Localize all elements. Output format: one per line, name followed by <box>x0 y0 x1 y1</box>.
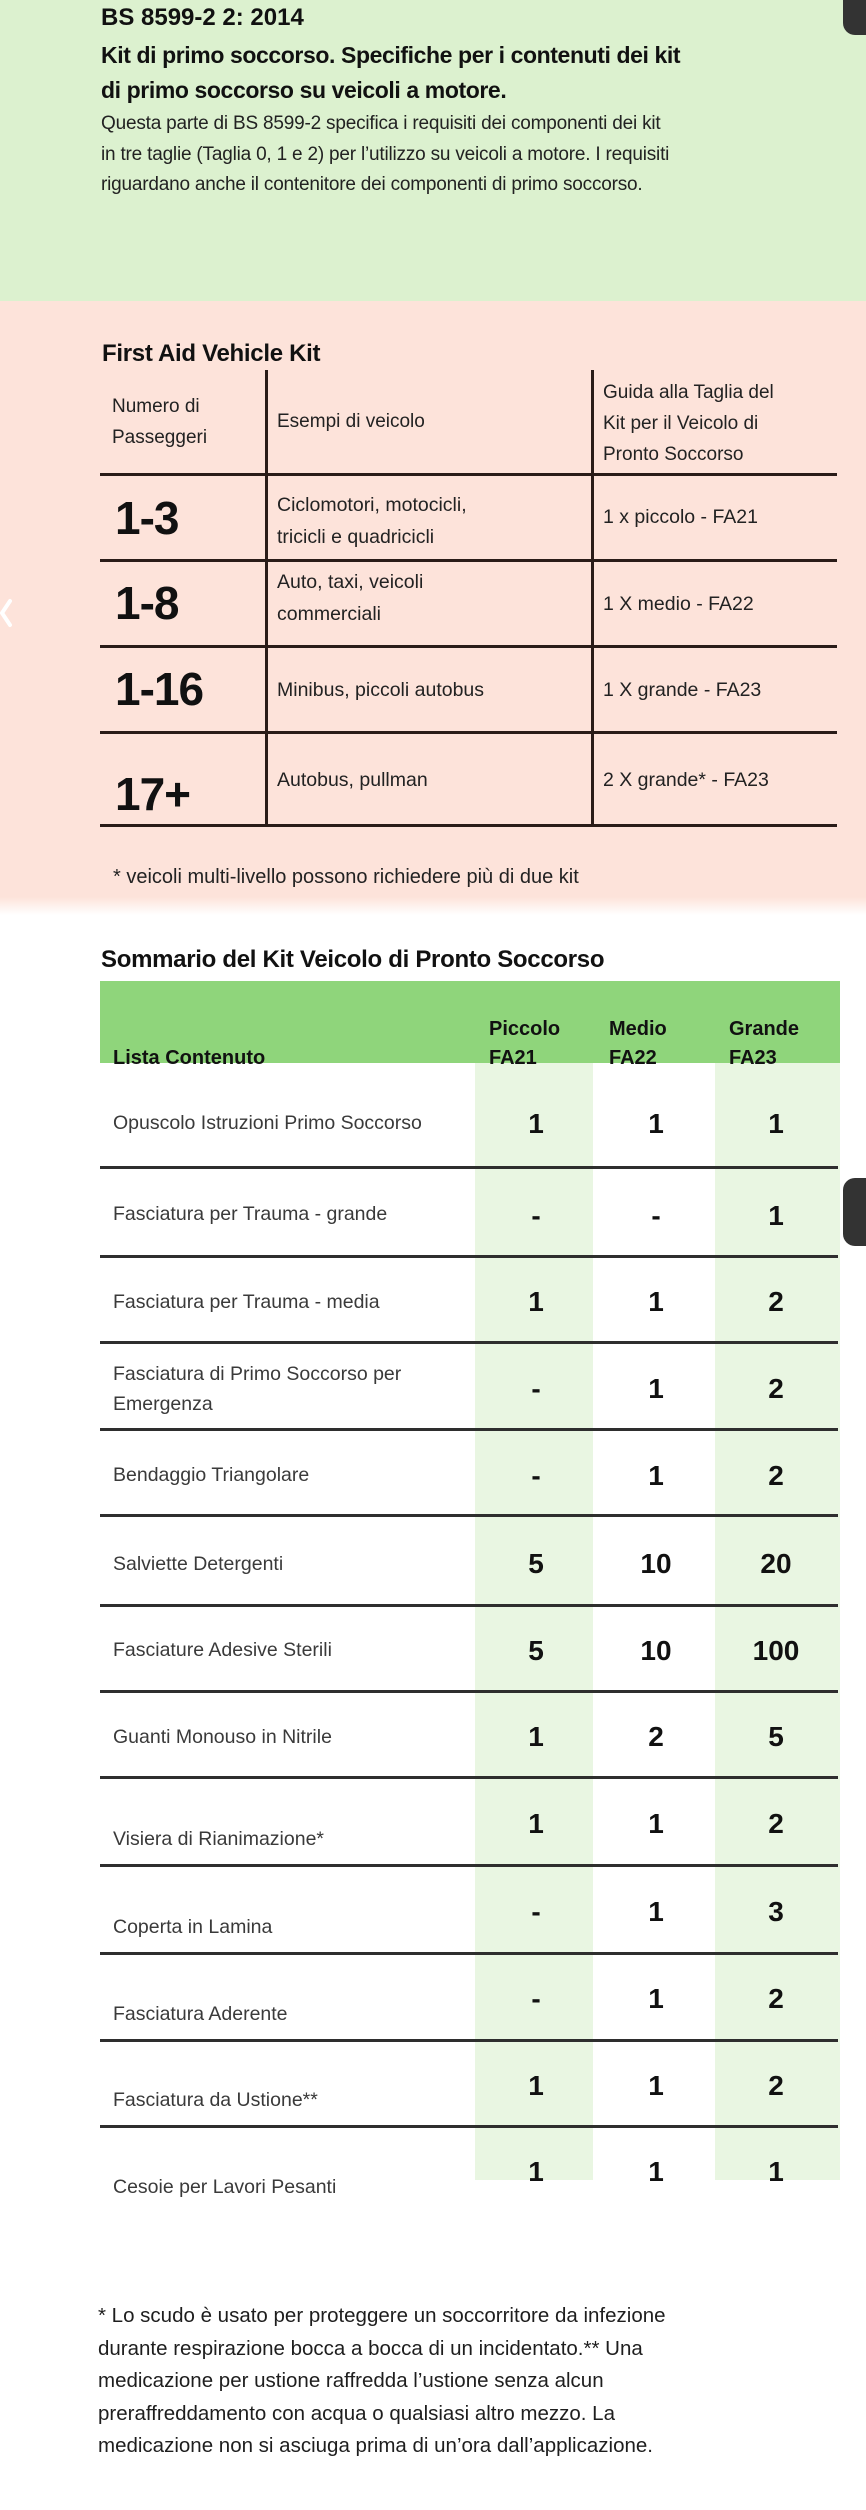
table-divider <box>100 731 837 734</box>
size-code: FA23 <box>729 1047 777 1069</box>
value-small: 1 <box>528 1808 544 1839</box>
size-name: Piccolo <box>489 1018 561 1040</box>
size-code: FA21 <box>489 1047 537 1069</box>
value-small: - <box>531 1983 541 2014</box>
item-label: Bendaggio Triangolare <box>113 1464 310 1486</box>
title-line: di primo soccorso su veicoli a motore. <box>101 77 507 103</box>
table-divider <box>100 1952 838 1955</box>
size-name: Medio <box>609 1018 667 1040</box>
size-code: FA22 <box>609 1047 657 1069</box>
vehicle-examples-line: Ciclomotori, motocicli, <box>277 494 467 516</box>
passenger-count: 1-8 <box>115 577 179 629</box>
value-large: 1 <box>768 1108 784 1139</box>
value-medium: 1 <box>648 2156 664 2187</box>
value-large: 2 <box>768 1983 784 2014</box>
value-small: 5 <box>528 1548 544 1579</box>
vehicle-examples-line: Minibus, piccoli autobus <box>277 679 485 701</box>
header-line: Numero di <box>112 396 200 417</box>
table-divider <box>100 559 837 562</box>
column-header-large <box>729 1015 799 1073</box>
table-divider <box>100 824 837 827</box>
column-header-kit-size-guide <box>603 377 774 470</box>
value-large: 20 <box>760 1548 792 1579</box>
value-medium: 1 <box>648 1896 664 1927</box>
footnote-line: preraffreddamento con acqua o qualsiasi altro mezzo. La <box>98 2401 615 2425</box>
value-small: 1 <box>528 1108 544 1139</box>
value-medium: 1 <box>648 1460 664 1491</box>
side-handle-top[interactable] <box>843 0 866 35</box>
standard-description <box>101 109 669 201</box>
item-label: Fasciature Adesive Sterili <box>113 1639 332 1661</box>
item-label: Fasciatura Aderente <box>113 2003 288 2025</box>
value-large: 2 <box>768 1373 784 1404</box>
value-medium: 10 <box>640 1548 672 1579</box>
value-small: 5 <box>528 1635 544 1666</box>
table-divider <box>100 1166 838 1169</box>
value-large: 2 <box>768 1808 784 1839</box>
value-medium: 1 <box>648 1286 664 1317</box>
value-large: 2 <box>768 1286 784 1317</box>
table-divider <box>100 645 837 648</box>
table-divider <box>100 1604 838 1607</box>
header-line: Kit per il Veicolo di <box>603 413 759 434</box>
value-large: 2 <box>768 1460 784 1491</box>
value-large: 2 <box>768 2070 784 2101</box>
header-line: Pronto Soccorso <box>603 444 744 465</box>
footnotes <box>98 2300 666 2463</box>
description-line: in tre taglie (Taglia 0, 1 e 2) per l’utilizzo su veicoli a motore. I requisiti <box>101 143 670 165</box>
item-label: Opuscolo Istruzioni Primo Soccorso <box>113 1112 422 1134</box>
vehicle-kit-table-title: First Aid Vehicle Kit <box>102 340 321 367</box>
table-divider <box>100 1776 838 1779</box>
footnote-line: * Lo scudo è usato per proteggere un soccorritore da infezione <box>98 2304 666 2327</box>
description-line: Questa parte di BS 8599-2 specifica i requisiti dei componenti dei kit <box>101 113 661 134</box>
vehicle-examples <box>277 674 484 706</box>
item-label: Salviette Detergenti <box>113 1553 284 1575</box>
table-divider <box>100 1514 838 1517</box>
table-divider <box>100 1255 838 1258</box>
value-small: - <box>531 1373 541 1404</box>
item-label-line: Emergenza <box>113 1393 213 1415</box>
description-line: riguardano anche il contenitore dei componenti di primo soccorso. <box>101 174 643 195</box>
item-label: Guanti Monouso in Nitrile <box>113 1726 332 1748</box>
standard-code: BS 8599-2 2: 2014 <box>101 4 304 31</box>
value-small: - <box>531 1200 541 1231</box>
header-line: Esempi di veicolo <box>277 411 425 432</box>
table-divider <box>100 1690 838 1693</box>
header-line: Guida alla Taglia del <box>603 382 774 403</box>
value-large: 3 <box>768 1896 784 1927</box>
value-small: 1 <box>528 2156 544 2187</box>
item-label: Fasciatura per Trauma - grande <box>113 1203 388 1225</box>
kit-size: 1 x piccolo - FA21 <box>603 506 758 528</box>
passenger-count: 17+ <box>115 768 191 820</box>
item-label: Fasciatura da Ustione** <box>113 2089 318 2111</box>
column-header-medium <box>609 1015 667 1073</box>
value-large: 5 <box>768 1721 784 1752</box>
value-large: 100 <box>752 1635 800 1666</box>
value-small: 1 <box>528 2070 544 2101</box>
table-divider <box>100 2125 838 2128</box>
value-large: 1 <box>768 1200 784 1231</box>
table-divider <box>100 473 837 476</box>
item-label: Fasciatura per Trauma - media <box>113 1291 380 1313</box>
footnote-line: medicazione per ustione raffredda l’ustione senza alcun <box>98 2369 604 2392</box>
summary-table-title: Sommario del Kit Veicolo di Pronto Soccorso <box>101 946 605 973</box>
value-medium: 2 <box>648 1721 664 1752</box>
vehicle-examples <box>277 489 467 553</box>
value-medium: 1 <box>648 1108 664 1139</box>
value-medium: 1 <box>648 1983 664 2014</box>
table-divider <box>100 1428 838 1431</box>
table-divider <box>100 1341 838 1344</box>
value-large: 1 <box>768 2156 784 2187</box>
kit-size: 1 X medio - FA22 <box>603 593 754 615</box>
size-name: Grande <box>729 1018 800 1040</box>
chevron-left-icon <box>0 598 12 628</box>
passenger-count: 1-16 <box>115 663 204 715</box>
kit-size: 1 X grande - FA23 <box>603 679 762 701</box>
table-divider <box>100 2039 838 2042</box>
previous-button[interactable] <box>0 598 12 628</box>
side-handle[interactable] <box>843 1178 866 1246</box>
footnote-line: durante respirazione bocca a bocca di un incidentato.** Una <box>98 2336 643 2360</box>
column-header-passengers <box>112 391 207 453</box>
value-medium: 1 <box>648 2070 664 2101</box>
value-medium: 1 <box>648 1373 664 1404</box>
vehicle-examples-line: tricicli e quadricicli <box>277 526 435 548</box>
item-label-line: Fasciatura di Primo Soccorso per <box>113 1363 402 1385</box>
kit-size: 2 X grande* - FA23 <box>603 769 769 791</box>
vehicle-examples <box>277 566 423 630</box>
vehicle-examples-line: Auto, taxi, veicoli <box>277 571 424 593</box>
footnote-line: medicazione non si asciuga prima di un’ora dall’applicazione. <box>98 2434 653 2457</box>
header-line: Passeggeri <box>112 427 208 448</box>
column-divider <box>265 370 268 826</box>
vehicle-examples-line: Autobus, pullman <box>277 769 428 791</box>
column-divider <box>591 370 594 826</box>
value-small: - <box>531 1460 541 1491</box>
value-small: - <box>531 1896 541 1927</box>
column-header-contents: Lista Contenuto <box>113 1047 266 1069</box>
value-small: 1 <box>528 1721 544 1752</box>
column-header-small <box>489 1015 560 1073</box>
item-label: Coperta in Lamina <box>113 1916 273 1938</box>
value-medium: 1 <box>648 1808 664 1839</box>
value-small: 1 <box>528 1286 544 1317</box>
passenger-count: 1-3 <box>115 492 179 544</box>
vehicle-kit-footnote: * veicoli multi-livello possono richiedere più di due kit <box>113 866 579 888</box>
vehicle-examples <box>277 764 428 796</box>
item-label: Visiera di Rianimazione* <box>113 1828 324 1850</box>
vehicle-examples-line: commerciali <box>277 603 382 625</box>
table-divider <box>100 1864 838 1867</box>
value-medium: - <box>651 1200 661 1231</box>
column-header-vehicle-examples <box>277 406 425 437</box>
standard-title <box>101 38 680 108</box>
item-label: Cesoie per Lavori Pesanti <box>113 2176 337 2198</box>
value-medium: 10 <box>640 1635 672 1666</box>
title-line: Kit di primo soccorso. Specifiche per i contenuti dei kit <box>101 42 681 68</box>
item-label <box>113 1359 401 1419</box>
